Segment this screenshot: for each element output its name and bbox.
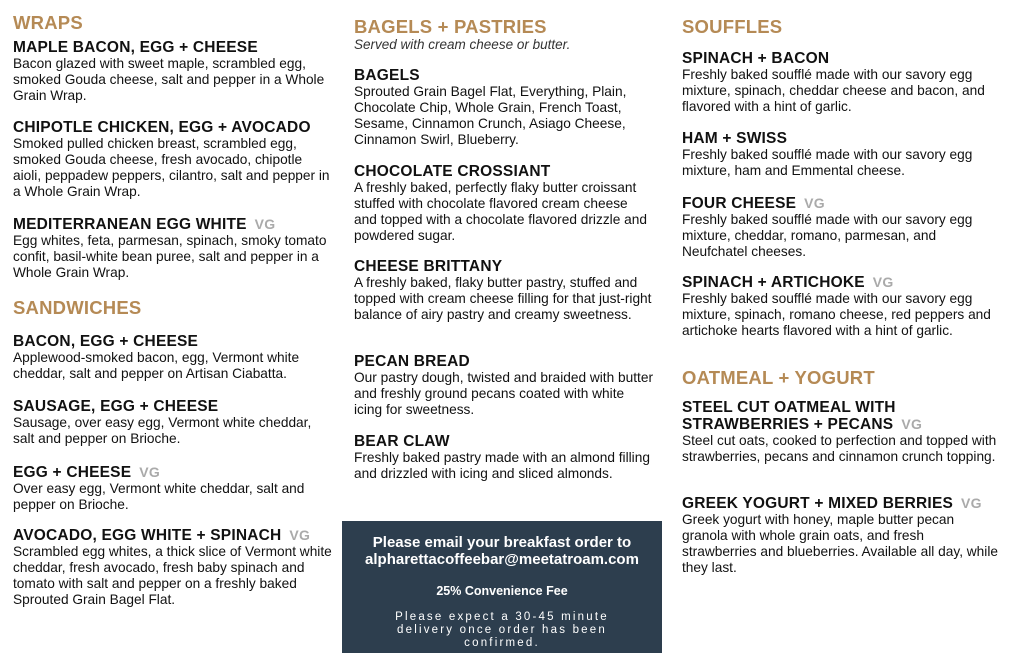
vegetarian-badge: VG	[872, 274, 894, 290]
menu-item	[682, 131, 1002, 179]
menu-item	[354, 434, 654, 482]
item-description: Freshly baked soufflé made with our savory egg mixture, cheddar, romano, parmesan, and Neufchatel cheeses.	[682, 212, 973, 259]
menu-item	[682, 400, 1002, 465]
item-name: AVOCADO, EGG WHITE + SPINACH	[13, 527, 282, 544]
item-name: FOUR CHEESE	[682, 195, 797, 212]
item-name: GREEK YOGURT + MIXED BERRIES	[682, 495, 954, 512]
item-description: Freshly baked pastry made with an almond filling and drizzled with icing and sliced almonds.	[354, 450, 650, 481]
item-description: Scrambled egg whites, a thick slice of Vermont white cheddar, fresh avocado, fresh baby spinach and tomato with salt and pepper on a freshly baked Sprouted Grain Bagel Flat.	[13, 544, 332, 607]
menu-item	[354, 68, 654, 148]
menu-item	[682, 51, 1002, 115]
menu-item	[13, 40, 333, 104]
vegetarian-badge: VG	[139, 464, 161, 480]
menu-item	[354, 354, 654, 418]
item-description: Over easy egg, Vermont white cheddar, salt and pepper on Brioche.	[13, 481, 305, 512]
item-name: CHOCOLATE CROSSIANT	[354, 163, 551, 180]
item-description: Freshly baked soufflé made with our savory egg mixture, spinach, cheddar cheese and bacon, and flavored with a hint of garlic.	[682, 67, 985, 114]
vegetarian-badge: VG	[804, 195, 825, 211]
item-description: Sausage, over easy egg, Vermont white cheddar, salt and pepper on Brioche.	[13, 415, 312, 446]
item-description: A freshly baked, perfectly flaky butter croissant stuffed with chocolate flavored cream cheese and topped with a chocolate flavored drizzle and powdered sugar.	[354, 180, 647, 243]
item-name: BEAR CLAW	[354, 433, 450, 450]
item-name: SPINACH + BACON	[682, 50, 830, 67]
item-description: Egg whites, feta, parmesan, spinach, smoky tomato confit, basil-white bean puree, salt and pepper in a Whole Grain Wrap.	[13, 233, 327, 280]
vegetarian-badge: VG	[901, 416, 923, 432]
item-name: SPINACH + ARTICHOKE	[682, 274, 865, 291]
item-name: STEEL CUT OATMEAL WITH STRAWBERRIES + PECANS	[682, 399, 896, 433]
section-title-souffles: SOUFFLES	[682, 16, 783, 37]
vegetarian-badge: VG	[961, 495, 982, 511]
item-name: HAM + SWISS	[682, 130, 788, 147]
item-description: Bacon glazed with sweet maple, scrambled egg, smoked Gouda cheese, salt and pepper in a Whole Grain Wrap.	[13, 56, 325, 103]
menu-item	[13, 464, 333, 513]
order-email-link[interactable]: alpharettacoffeebar@meetatroam.com	[365, 551, 639, 568]
item-name: MAPLE BACON, EGG + CHEESE	[13, 39, 258, 56]
section-title-oatmeal-yogurt: OATMEAL + YOGURT	[682, 367, 875, 388]
item-description: A freshly baked, flaky butter pastry, stuffed and topped with cream cheese filling for that just-right balance of airy pastry and creamy sweetness.	[354, 275, 652, 322]
item-name: SAUSAGE, EGG + CHEESE	[13, 398, 219, 415]
menu-item	[13, 334, 333, 382]
item-description: Freshly baked soufflé made with our savory egg mixture, spinach, romano cheese, red peppers and artichoke hearts flavored with a hint of garlic.	[682, 291, 991, 338]
menu-item	[682, 274, 1002, 339]
order-instruction: Please email your breakfast order to	[372, 534, 632, 551]
convenience-fee: 25% Convenience Fee	[436, 584, 568, 598]
item-description: Applewood-smoked bacon, egg, Vermont white cheddar, salt and pepper on Artisan Ciabatta.	[13, 350, 300, 381]
vegetarian-badge: VG	[289, 527, 311, 543]
section-title-wraps: WRAPS	[13, 12, 83, 33]
item-description: Our pastry dough, twisted and braided with butter and freshly ground pecans coated with white icing for sweetness.	[354, 370, 654, 417]
item-name: BACON, EGG + CHEESE	[13, 333, 199, 350]
item-name: CHIPOTLE CHICKEN, EGG + AVOCADO	[13, 119, 311, 136]
item-description: Freshly baked soufflé made with our savory egg mixture, ham and Emmental cheese.	[682, 147, 973, 178]
section-title-sandwiches: SANDWICHES	[13, 297, 142, 318]
item-description: Greek yogurt with honey, maple butter pecan granola with whole grain oats, and fresh strawberries and blueberries. Available all day, while they last.	[682, 512, 998, 575]
menu-item	[682, 495, 1002, 576]
item-name: CHEESE BRITTANY	[354, 258, 503, 275]
section-subtitle: Served with cream cheese or butter.	[354, 37, 571, 52]
section-title-bagels-pastries: BAGELS + PASTRIES	[354, 16, 547, 37]
menu-item	[13, 399, 333, 447]
item-name: PECAN BREAD	[354, 353, 470, 370]
order-info-box	[342, 521, 662, 653]
item-name: BAGELS	[354, 67, 420, 84]
vegetarian-badge: VG	[254, 216, 276, 232]
menu-item	[13, 216, 333, 281]
menu-item	[354, 164, 654, 244]
delivery-note: Please expect a 30-45 minute delivery once order has been confirmed.	[395, 611, 609, 649]
menu-item	[354, 259, 654, 323]
item-description: Sprouted Grain Bagel Flat, Everything, Plain, Chocolate Chip, Whole Grain, French Toast, Sesame, Cinnamon Crunch, Asiago Cheese, Cinnamon Swirl, Blueberry.	[354, 84, 627, 147]
item-description: Smoked pulled chicken breast, scrambled egg, smoked Gouda cheese, fresh avocado, chipotle aioli, peppadew peppers, cilantro, salt and pepper in a Whole Grain Wrap.	[13, 136, 330, 199]
item-name: EGG + CHEESE	[13, 464, 132, 481]
menu-item	[13, 120, 333, 200]
item-description: Steel cut oats, cooked to perfection and topped with strawberries, pecans and cinnamon crunch topping.	[682, 433, 997, 464]
menu-item	[13, 527, 333, 608]
menu-item	[682, 195, 1002, 260]
item-name: MEDITERRANEAN EGG WHITE	[13, 216, 247, 233]
